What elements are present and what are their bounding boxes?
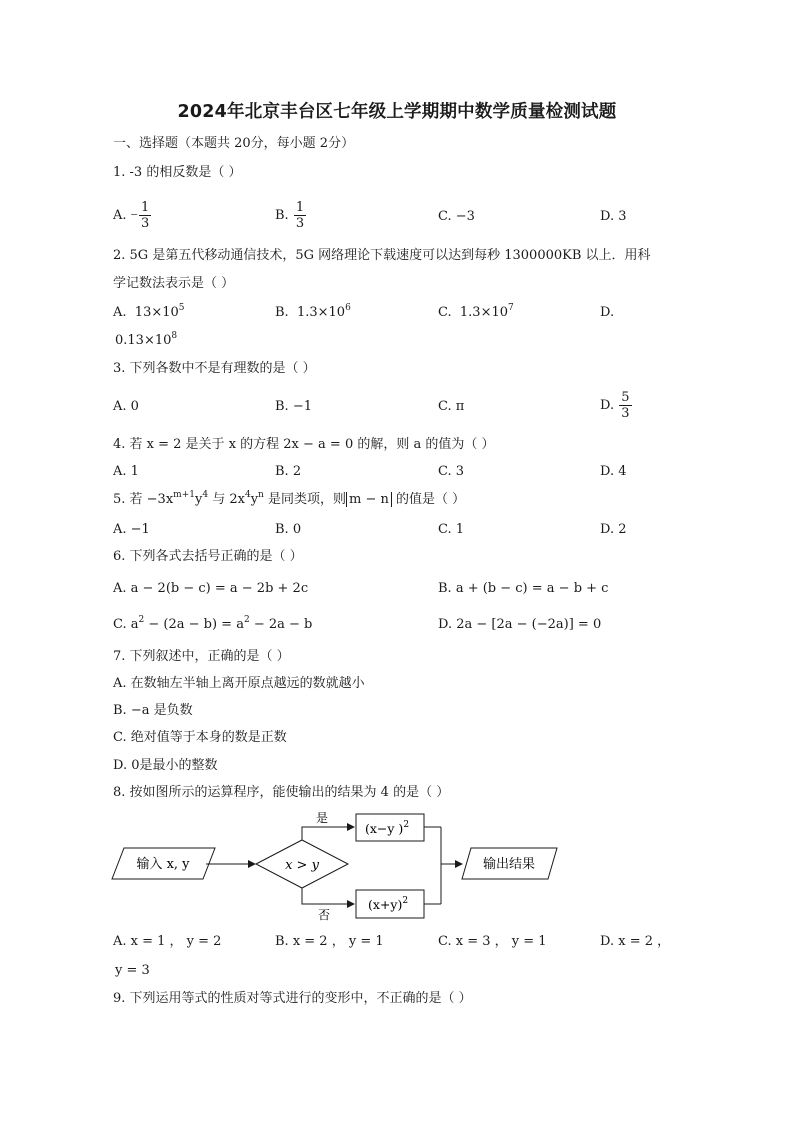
question-6-option-a: A. a − 2(b − c) = a − 2b + 2c: [113, 581, 309, 596]
question-8-option-d: D. x = 2 ，: [600, 934, 671, 949]
question-5-stem: 5. 若 $-3x^{m+1}y^4$ 与 $2x^4y^n$ 是同类项，则 m − n 的值是（ ）: [113, 490, 466, 507]
question-7-stem: 7. 下列叙述中，正确的是（ ）: [113, 649, 290, 664]
question-6-option-d: D. 2a − [2a − (−2a)] = 0: [438, 617, 602, 632]
question-3-option-c: C. π: [438, 399, 465, 414]
question-3-option-d: D. $\frac{5}{3}$: [600, 390, 630, 421]
section-heading: 一、选择题（本题共 20分，每小题 2分）: [113, 136, 355, 151]
question-2-stem-line-2: 学记数法表示是（ ）: [113, 276, 235, 291]
question-2-option-d: $0.13\times 10^8$: [115, 331, 178, 348]
question-6-option-c: C. $a^2 - (2a - b) = a^2 - 2a - b$: [113, 615, 313, 632]
flowchart-yes-label: 是: [316, 811, 329, 825]
question-4-option-a: A. 1: [113, 464, 139, 479]
question-5-option-b: B. 0: [275, 522, 302, 537]
question-2-option-a: A. $13\times 10^5$: [113, 303, 185, 320]
question-1-option-d: D. 3: [600, 209, 627, 224]
question-4-stem: 4. 若 x = 2 是关于 x 的方程 2x − a = 0 的解，则 a 的值为（ ）: [113, 437, 495, 452]
flowchart-no-label: 否: [318, 908, 331, 922]
flowchart-output-label: 输出结果: [482, 857, 536, 872]
flowchart-condition-label: x > y: [285, 858, 319, 873]
question-4-option-c: C. 3: [438, 464, 465, 479]
question-5-option-d: D. 2: [600, 522, 627, 537]
question-2-option-b: B. $1.3\times 10^6$: [275, 303, 351, 320]
page-title: 2024年北京丰台区七年级上学期期中数学质量检测试题: [177, 102, 617, 122]
flowchart-bottom-box-label: $(x+y)^2$: [368, 896, 409, 912]
question-2-option-c: C. $1.3\times 10^7$: [438, 303, 514, 320]
flowchart-input-label: 输入 x, y: [136, 857, 190, 872]
question-1-option-c: C. −3: [438, 209, 475, 224]
question-6-option-b: B. a + (b − c) = a − b + c: [438, 581, 609, 596]
question-1-stem: 1. -3 的相反数是（ ）: [113, 165, 242, 180]
question-7-option-b: B. −a 是负数: [113, 703, 193, 718]
question-7-option-a: A. 在数轴左半轴上离开原点越远的数就越小: [113, 676, 365, 691]
question-3-option-b: B. −1: [275, 399, 312, 414]
question-6-stem: 6. 下列各式去括号正确的是（ ）: [113, 549, 303, 564]
question-8-stem: 8. 按如图所示的运算程序，能使输出的结果为 4 的是（ ）: [113, 785, 450, 800]
question-2-stem-line-1: 2. 5G 是第五代移动通信技术，5G 网络理论下载速度可以达到每秒 1300000KB 以上．用科: [113, 248, 651, 263]
question-2-option-d-label: D.: [600, 305, 615, 320]
question-4-option-b: B. 2: [275, 464, 302, 479]
question-5-option-c: C. 1: [438, 522, 465, 537]
question-3-option-a: A. 0: [113, 399, 139, 414]
question-9-stem: 9. 下列运用等式的性质对等式进行的变形中，不正确的是（ ）: [113, 991, 472, 1006]
question-3-stem: 3. 下列各数中不是有理数的是（ ）: [113, 361, 316, 376]
question-7-option-c: C. 绝对值等于本身的数是正数: [113, 730, 287, 745]
flowchart-top-box-label: (x−y )$^2$: [365, 820, 410, 836]
question-4-option-d: D. 4: [600, 464, 627, 479]
flowchart: [0, 805, 794, 930]
question-8-option-d-continued: y = 3: [115, 963, 150, 978]
question-1-option-b: B. $\frac{1}{3}$: [275, 200, 305, 231]
question-5-option-a: A. −1: [113, 522, 150, 537]
question-8-option-c: C. x = 3 ， y = 1: [438, 934, 547, 949]
question-1-option-a: A. − $\frac{1}{3}$: [113, 200, 150, 231]
question-8-option-b: B. x = 2 ， y = 1: [275, 934, 384, 949]
question-8-option-a: A. x = 1 ， y = 2: [113, 934, 222, 949]
question-7-option-d: D. 0是最小的整数: [113, 758, 218, 773]
